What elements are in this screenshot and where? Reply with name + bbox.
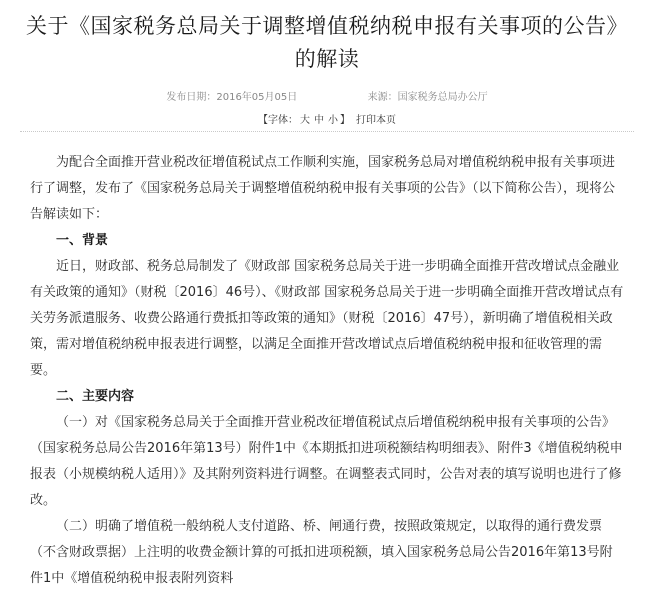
article-body <box>30 150 624 592</box>
title-line-1: 关于《国家税务总局关于调整增值税纳税申报有关事项的公告》 <box>26 14 628 38</box>
font-size-label: 【字体： <box>258 115 298 126</box>
background-paragraph: 近日，财政部、税务总局制发了《财政部 国家税务总局关于进一步明确全面推开营改增试点金融业有关政策的通知》（财税〔2016〕46号）、《财政部 国家税务总局关于进一步明确全面推开营改增试点有关劳务派遣服务、收费公路通行费抵扣等政策的通知》（财税〔2016〕47号），新明确了增值税相关政策，需对增值税纳税申报表进行调整，以满足全面推开营改增试点后增值税纳税申报和征收管理的需要。 <box>30 259 624 378</box>
print-page-link[interactable]: 打印本页 <box>356 115 396 126</box>
font-small-link[interactable]: 小 <box>328 115 338 126</box>
section-heading-background: 一、背景 <box>56 233 109 248</box>
font-large-link[interactable]: 大 <box>300 115 310 126</box>
article-title <box>0 10 654 76</box>
header-divider <box>20 131 634 132</box>
intro-paragraph: 为配合全面推开营业税改征增值税试点工作顺利实施，国家税务总局对增值税纳税申报有关事项进行了调整，发布了《国家税务总局关于调整增值税纳税申报有关事项的公告》（以下简称公告），现将公告解读如下： <box>30 155 616 222</box>
publish-date: 2016年05月05日 <box>216 92 298 103</box>
font-size-toolbar <box>0 111 654 126</box>
content-paragraph-1: （一）对《国家税务总局关于全面推开营业税改征增值税试点后增值税纳税申报有关事项的公告》（国家税务总局公告2016年第13号）附件1中《本期抵扣进项税额结构明细表》、附件3《增值税纳税申报表（小规模纳税人适用）》及其附列资料进行调整。在调整表式同时，公告对表的填写说明也进行了修改。 <box>30 415 623 508</box>
date-label: 发布日期： <box>166 92 217 103</box>
font-medium-link[interactable]: 中 <box>314 115 324 126</box>
font-size-close-bracket: 】 <box>340 115 350 126</box>
section-heading-main-content: 二、主要内容 <box>56 389 135 404</box>
article-meta <box>0 88 654 103</box>
content-paragraph-2: （二）明确了增值税一般纳税人支付道路、桥、闸通行费，按照政策规定，以取得的通行费发票（不含财政票据）上注明的收费金额计算的可抵扣进项税额，填入国家税务总局公告2016年第13号附件1中《增值税纳税申报表附列资料 <box>30 519 613 586</box>
title-line-2: 的解读 <box>294 47 360 71</box>
source-label: 来源： <box>367 92 398 103</box>
source-value: 国家税务总局办公厅 <box>397 92 488 103</box>
